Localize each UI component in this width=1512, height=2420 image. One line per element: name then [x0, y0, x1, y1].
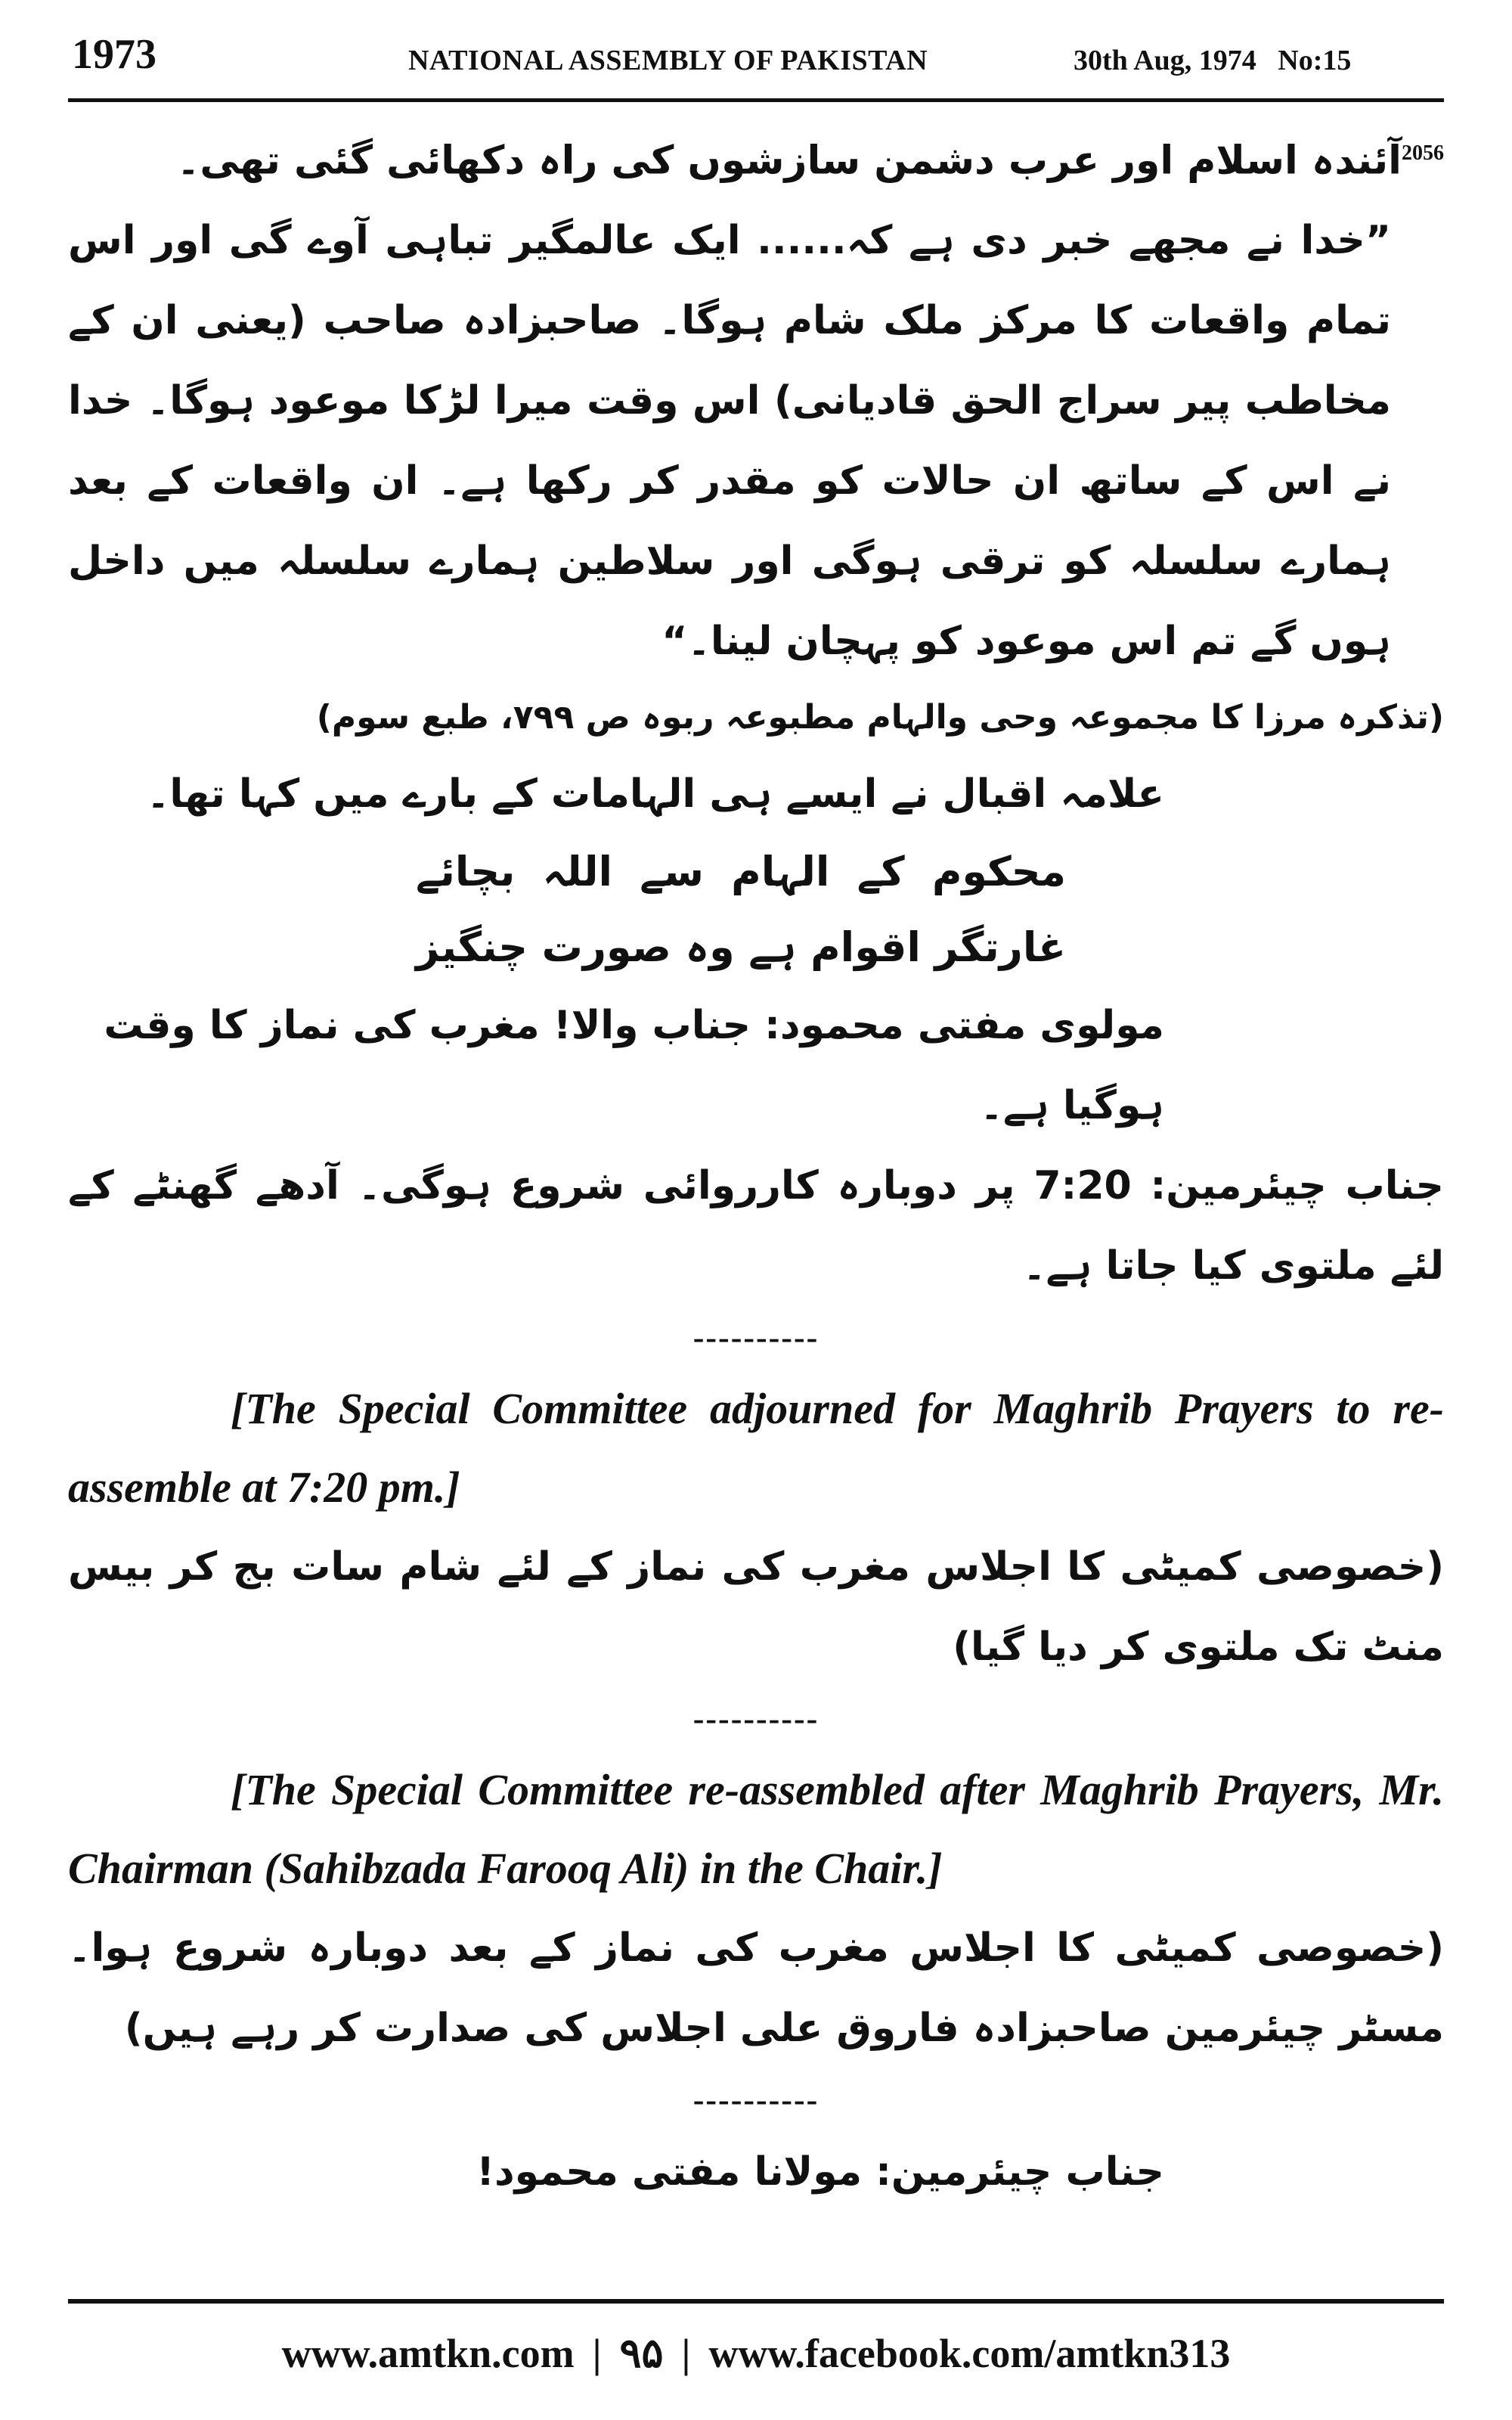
mufti-statement: مولوی مفتی محمود: جناب والا! مغرب کی نماز کا وقت ہوگیا ہے۔ [104, 1003, 1164, 1129]
chairman-statement: جناب چیئرمین: 7:20 پر دوبارہ کارروائی شروع ہوگی۔ آدھے گھنٹے کے لئے ملتوی کیا جاتا ہے۔ [68, 1163, 1444, 1289]
quote-reference: (تذکرہ مرزا کا مجموعہ وحی والہام مطبوعہ ربوہ ص ۷۹۹، طبع سوم) [316, 698, 1444, 737]
couplet-word: محکوم [931, 848, 1066, 896]
separator: ---------- [692, 1700, 820, 1738]
adjourn-urdu: (خصوصی کمیٹی کا اجلاس مغرب کی نماز کے لئے شام سات بج کر بیس منٹ تک ملتوی کر دیا گیا) [68, 1544, 1444, 1671]
footer-divider: | [592, 2330, 602, 2376]
footer-facebook-link[interactable]: www.facebook.com/amtkn313 [708, 2330, 1231, 2376]
couplet-word: کے [857, 848, 905, 896]
couplet-word: غارتگر [934, 923, 1066, 972]
p1-text: آئندہ اسلام اور عرب دشمن سازشوں کی راہ دکھائی گئی تھی۔ [176, 138, 1402, 184]
footer-line [68, 2329, 1444, 2377]
footer-rule [68, 2299, 1444, 2304]
final-chairman-line: جناب چیئرمین: مولانا مفتی محمود! [476, 2149, 1164, 2195]
page-header [0, 0, 1512, 113]
page-footer [0, 2299, 1512, 2420]
adjourn-english [68, 1370, 1444, 1527]
couplet-word: بچائے [416, 848, 516, 896]
couplet-word: سے [640, 848, 704, 896]
reassemble-english-text: [The Special Committee re-assembled after Maghrib Prayers, Mr. Chairman (Sahibzada Farooq Ali) in the Chair.] [68, 1765, 1444, 1894]
footer-website-link[interactable]: www.amtkn.com [281, 2330, 575, 2376]
line-reference: 2056 [1402, 141, 1444, 165]
page-body [68, 113, 1444, 2261]
couplet-word: ہے [748, 923, 797, 972]
couplet-word: صورت [541, 923, 671, 972]
header-date: 30th Aug, 1974 No:15 [1074, 45, 1352, 76]
separator: ---------- [692, 2081, 820, 2119]
header-rule [68, 98, 1444, 102]
footer-divider: | [681, 2330, 691, 2376]
couplet-word: چنگیز [416, 923, 528, 972]
couplet-word: وہ [685, 923, 735, 972]
couplet-word: اللہ [542, 848, 613, 896]
page-number: 1973 [72, 31, 156, 78]
couplet-word: الہام [731, 848, 830, 896]
couplet-word: اقوام [810, 923, 921, 972]
footer-page-number: ۹۵ [619, 2331, 664, 2376]
reassemble-english [68, 1751, 1444, 1908]
urdu-paragraph-1 [68, 113, 1444, 200]
header-title: NATIONAL ASSEMBLY OF PAKISTAN [408, 45, 928, 76]
adjourn-english-text: [The Special Committee adjourned for Maghrib Prayers to re-assemble at 7:20 pm.] [68, 1384, 1444, 1512]
iqbal-intro: علامہ اقبال نے ایسے ہی الہامات کے بارے میں کہا تھا۔ [146, 771, 1164, 818]
couplet-line-1 [416, 834, 1066, 910]
couplet-line-2 [416, 910, 1066, 985]
reassemble-urdu: (خصوصی کمیٹی کا اجلاس مغرب کی نماز کے بعد دوبارہ شروع ہوا۔ مسٹر چیئرمین صاحبزادہ فاروق علی اجلاس کی صدارت کر رہے ہیں) [68, 1925, 1444, 2052]
urdu-quote: ”خدا نے مجھے خبر دی ہے کہ...... ایک عالمگیر تباہی آوے گی اور اس تمام واقعات کا مرکز ملک شام ہوگا۔ صاحبزادہ صاحب (یعنی ان کے مخاطب پیر سراج الحق قادیانی) اس وقت میرا لڑکا موعود ہوگا۔ خدا نے اس کے ساتھ ان حالات کو مقدر کر رکھا ہے۔ ان واقعات کے بعد ہمارے سلسلہ کو ترقی ہوگی اور سلاطین ہمارے سلسلہ میں داخل ہوں گے تم اس موعود کو پہچان لینا۔“ [68, 218, 1391, 665]
separator: ---------- [692, 1319, 820, 1357]
